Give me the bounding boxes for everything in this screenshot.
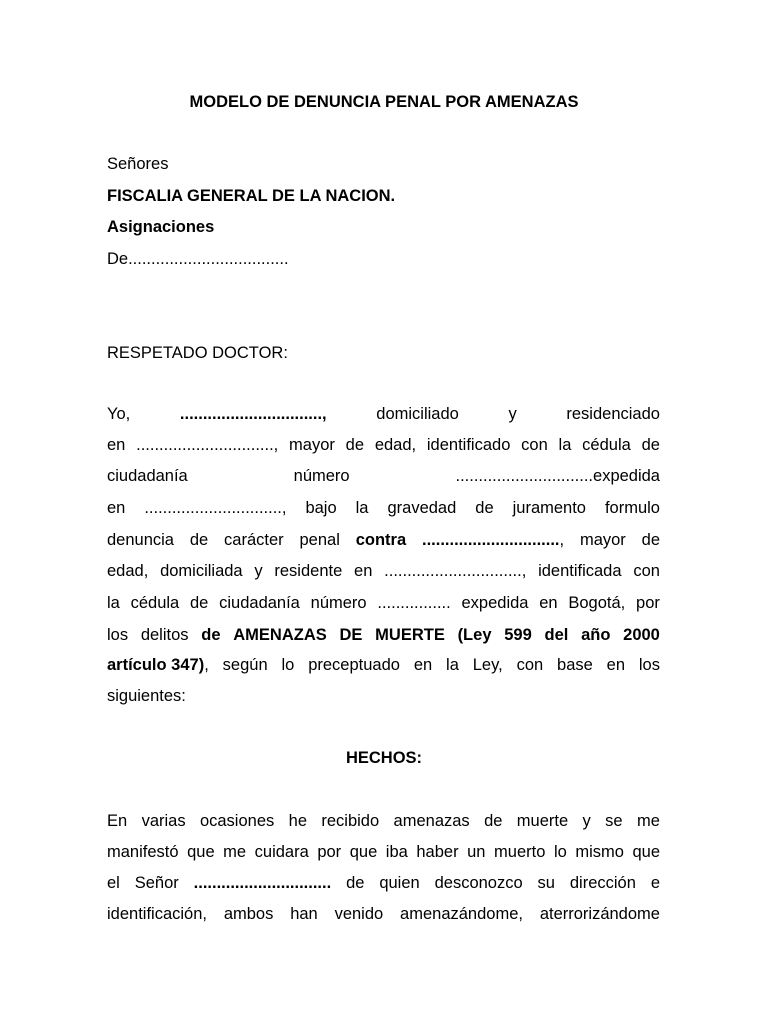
- intro-line-7-word-10: por: [636, 594, 660, 612]
- facts-line-4: [107, 904, 660, 924]
- intro-l8-b3: DE: [339, 626, 363, 644]
- department: Asignaciones: [107, 218, 215, 236]
- intro-l9-w5: la: [446, 656, 459, 674]
- person-name-blank: ..............................: [193, 874, 332, 892]
- intro-line-7-word-4: ciudadanía: [219, 594, 300, 612]
- facts-line-4-word-6: aterrorizándome: [539, 905, 660, 923]
- intro-line-2-word-7: con: [521, 436, 548, 454]
- intro-l5-w3: carácter: [224, 531, 284, 549]
- intro-line-2-word-1: en: [107, 436, 126, 454]
- intro-line-2-word-8: la: [558, 436, 572, 454]
- recipient: FISCALIA GENERAL DE LA NACION.: [107, 187, 396, 205]
- facts-l3-w8: e: [650, 874, 660, 892]
- intro-line-3-word-1: ciudadanía: [107, 467, 188, 485]
- facts-line-1-word-2: varias: [141, 812, 186, 830]
- intro-line-7-word-8: en: [539, 594, 558, 612]
- intro-line-7-word-5: número: [310, 594, 367, 612]
- intro-line-7-word-6: ................: [377, 594, 451, 612]
- intro-line-2-word-2: ..............................,: [136, 436, 279, 454]
- law-article: artículo 347): [107, 656, 205, 674]
- intro-l9-w10: los: [638, 656, 660, 674]
- facts-line-2-word-5: por: [317, 843, 342, 861]
- facts-l3-w2: Señor: [134, 874, 179, 892]
- intro-l9-w4: en: [413, 656, 433, 674]
- intro-l8-b1: de: [201, 626, 221, 644]
- intro-l5-w6: de: [641, 531, 660, 549]
- intro-line-7-word-1: la: [107, 594, 120, 612]
- intro-line-6-word-6: ..............................,: [384, 562, 527, 580]
- intro-line-6-word-1: edad,: [107, 562, 149, 580]
- facts-line-1-word-7: de: [484, 812, 503, 830]
- intro-l8-b6: 599: [504, 626, 532, 644]
- intro-line-2-word-4: de: [345, 436, 365, 454]
- intro-line-6: [107, 561, 660, 581]
- facts-line-2-word-12: mismo: [575, 843, 624, 861]
- facts-line-2: [107, 842, 660, 862]
- facts-l3-w3: de: [346, 874, 365, 892]
- intro-l8-b9: 2000: [623, 626, 660, 644]
- intro-line-10: siguientes:: [107, 687, 186, 705]
- intro-line-4: [107, 498, 660, 518]
- intro-l9-w1: según: [222, 656, 268, 674]
- facts-line-2-word-10: muerto: [494, 843, 546, 861]
- intro-l9-w8: base: [557, 656, 593, 674]
- intro-l9-w3: preceptuado: [308, 656, 400, 674]
- intro-line-7-word-3: de: [190, 594, 209, 612]
- facts-line-1-word-5: recibido: [321, 812, 380, 830]
- facts-line-2-word-11: lo: [553, 843, 567, 861]
- section-heading-hechos: HECHOS:: [345, 749, 423, 767]
- greeting: RESPETADO DOCTOR:: [107, 344, 288, 362]
- intro-l8-w2: delitos: [140, 626, 189, 644]
- facts-line-2-word-1: manifestó: [107, 843, 179, 861]
- facts-line-1-word-11: me: [636, 812, 660, 830]
- intro-line-1-word-1: Yo,: [107, 405, 131, 423]
- intro-line-6-word-4: residente: [274, 562, 343, 580]
- intro-line-6-word-8: con: [633, 562, 660, 580]
- facts-line-1-word-4: he: [288, 812, 307, 830]
- intro-l9-w9: en: [606, 656, 626, 674]
- facts-line-4-word-2: ambos: [223, 905, 274, 923]
- intro-line-4-word-2: ..............................,: [144, 499, 287, 517]
- facts-line-4-word-4: venido: [334, 905, 384, 923]
- intro-l8-b4: MUERTE: [375, 626, 445, 644]
- intro-line-2-word-9: cédula: [582, 436, 631, 454]
- facts-line-1-word-1: En: [107, 812, 128, 830]
- intro-l9-w7: con: [516, 656, 544, 674]
- intro-line-7-word-7: expedida: [461, 594, 529, 612]
- intro-l5-contra: contra: [355, 531, 407, 549]
- intro-l5-w5: mayor: [579, 531, 626, 549]
- facts-line-1-word-10: se: [605, 812, 623, 830]
- intro-line-6-word-2: domiciliada: [160, 562, 243, 580]
- intro-l8-b2: AMENAZAS: [233, 626, 327, 644]
- intro-line-1-word-2: ...............................,: [179, 405, 327, 423]
- intro-line-4-word-5: gravedad: [387, 499, 457, 517]
- intro-line-3-word-2: número: [293, 467, 350, 485]
- intro-line-2-word-6: identificado: [426, 436, 511, 454]
- intro-line-7-word-9: Bogotá,: [568, 594, 626, 612]
- intro-line-2: [107, 435, 660, 455]
- intro-l8-b5: (Ley: [457, 626, 492, 644]
- facts-line-4-word-1: identificación,: [107, 905, 207, 923]
- intro-line-3-word-3: ..............................expedida: [455, 467, 660, 485]
- facts-line-1-word-9: y: [582, 812, 591, 830]
- intro-line-1: [107, 404, 660, 424]
- facts-line-1-word-6: amenazas: [393, 812, 470, 830]
- intro-line-1-word-3: domiciliado: [376, 405, 459, 423]
- facts-line-2-word-9: un: [467, 843, 486, 861]
- intro-l5-w1: denuncia: [107, 531, 174, 549]
- intro-l8-b8: año: [581, 626, 611, 644]
- intro-l5-blank: [422, 530, 564, 550]
- facts-l3-w1: el: [107, 874, 120, 892]
- facts-l3-w5: desconozco: [434, 874, 523, 892]
- facts-line-4-word-5: amenazándome,: [400, 905, 523, 923]
- facts-l3-w4: quien: [379, 874, 420, 892]
- facts-line-1-word-8: muerte: [516, 812, 569, 830]
- facts-line-3: [107, 873, 660, 893]
- intro-l5-w4: penal: [299, 531, 340, 549]
- facts-l3-w7: dirección: [569, 874, 636, 892]
- facts-line-2-word-2: que: [187, 843, 215, 861]
- facts-line-1: [107, 811, 660, 831]
- intro-line-2-word-5: edad,: [374, 436, 417, 454]
- facts-line-2-word-6: que: [349, 843, 378, 861]
- facts-line-4-word-3: han: [290, 905, 318, 923]
- intro-l5-comma: ,: [559, 531, 565, 549]
- intro-line-7-word-2: cédula: [130, 594, 180, 612]
- facts-line-2-word-4: cuidara: [254, 843, 309, 861]
- intro-line-6-word-3: y: [254, 562, 263, 580]
- intro-line-4-word-7: juramento: [512, 499, 586, 517]
- intro-line-4-word-1: en: [107, 499, 126, 517]
- salutation: Señores: [107, 155, 169, 173]
- intro-line-6-word-5: en: [354, 562, 373, 580]
- facts-l3-w6: su: [537, 874, 555, 892]
- facts-line-2-word-13: que: [632, 843, 660, 861]
- facts-line-2-word-8: haber: [416, 843, 459, 861]
- intro-line-1-word-5: residenciado: [566, 405, 660, 423]
- intro-l9-w2: lo: [281, 656, 295, 674]
- intro-line-4-word-6: de: [475, 499, 494, 517]
- intro-line-9: [107, 655, 660, 675]
- facts-line-2-word-3: me: [223, 843, 247, 861]
- intro-l5-w2: de: [189, 531, 209, 549]
- city-line: De...................................: [107, 250, 289, 268]
- facts-line-1-word-3: ocasiones: [199, 812, 275, 830]
- facts-line-2-word-7: iba: [385, 843, 408, 861]
- intro-l8-b7: del: [544, 626, 569, 644]
- intro-line-1-word-4: y: [508, 405, 517, 423]
- intro-l9-lead: artículo 347),: [107, 656, 209, 674]
- intro-line-3: [107, 466, 660, 486]
- intro-l8-w1: los: [107, 626, 129, 644]
- intro-line-4-word-4: la: [355, 499, 369, 517]
- accused-name-blank: ..............................: [421, 531, 560, 549]
- intro-line-7: [107, 593, 660, 613]
- intro-line-2-word-10: de: [641, 436, 660, 454]
- intro-line-8: [107, 625, 660, 645]
- intro-line-2-word-3: mayor: [289, 436, 335, 454]
- intro-line-4-word-3: bajo: [305, 499, 337, 517]
- intro-line-4-word-8: formulo: [604, 499, 660, 517]
- intro-l9-w6: Ley,: [472, 656, 503, 674]
- intro-line-5: [107, 530, 660, 550]
- intro-line-6-word-7: identificada: [538, 562, 622, 580]
- document-title: MODELO DE DENUNCIA PENAL POR AMENAZAS: [189, 93, 579, 111]
